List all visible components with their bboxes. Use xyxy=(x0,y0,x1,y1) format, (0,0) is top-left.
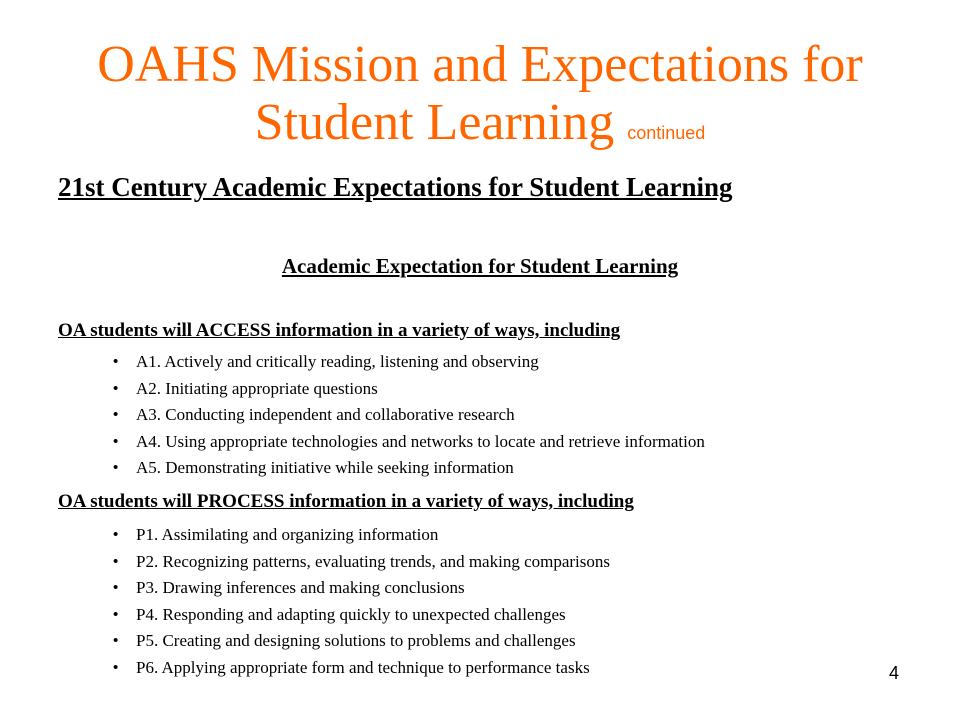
process-item-p4: • P4. Responding and adapting quickly to unexpected challenges xyxy=(0,602,610,629)
process-item-p6: • P6. Applying appropriate form and technique to performance tasks xyxy=(0,655,610,682)
access-item-a2: • A2. Initiating appropriate questions xyxy=(0,376,705,403)
process-item-p3: • P3. Drawing inferences and making conclusions xyxy=(0,575,610,602)
access-item-a1: • A1. Actively and critically reading, listening and observing xyxy=(0,349,705,376)
process-item-p2: • P2. Recognizing patterns, evaluating trends, and making comparisons xyxy=(0,549,610,576)
process-list xyxy=(0,522,610,682)
access-item-a4: • A4. Using appropriate technologies and networks to locate and retrieve information xyxy=(0,429,705,456)
slide-subtitle: 21st Century Academic Expectations for Student Learning xyxy=(58,172,733,202)
slide-title-line2-text: Student Learning xyxy=(254,94,615,151)
access-list xyxy=(0,349,705,482)
continued-label: continued xyxy=(627,123,706,143)
section-heading: Academic Expectation for Student Learning xyxy=(281,254,679,278)
page-number: 4 xyxy=(889,663,900,683)
access-heading: OA students will ACCESS information in a variety of ways, including xyxy=(58,320,621,341)
slide-title xyxy=(0,36,960,162)
access-item-a5: • A5. Demonstrating initiative while seeking information xyxy=(0,455,705,482)
slide-title-line1: OAHS Mission and Expectations for xyxy=(97,36,863,93)
process-item-p1: • P1. Assimilating and organizing information xyxy=(0,522,610,549)
process-heading: OA students will PROCESS information in a variety of ways, including xyxy=(58,491,634,512)
process-item-p5: • P5. Creating and designing solutions to problems and challenges xyxy=(0,628,610,655)
slide-title-line2 xyxy=(0,94,960,162)
access-item-a3: • A3. Conducting independent and collaborative research xyxy=(0,402,705,429)
